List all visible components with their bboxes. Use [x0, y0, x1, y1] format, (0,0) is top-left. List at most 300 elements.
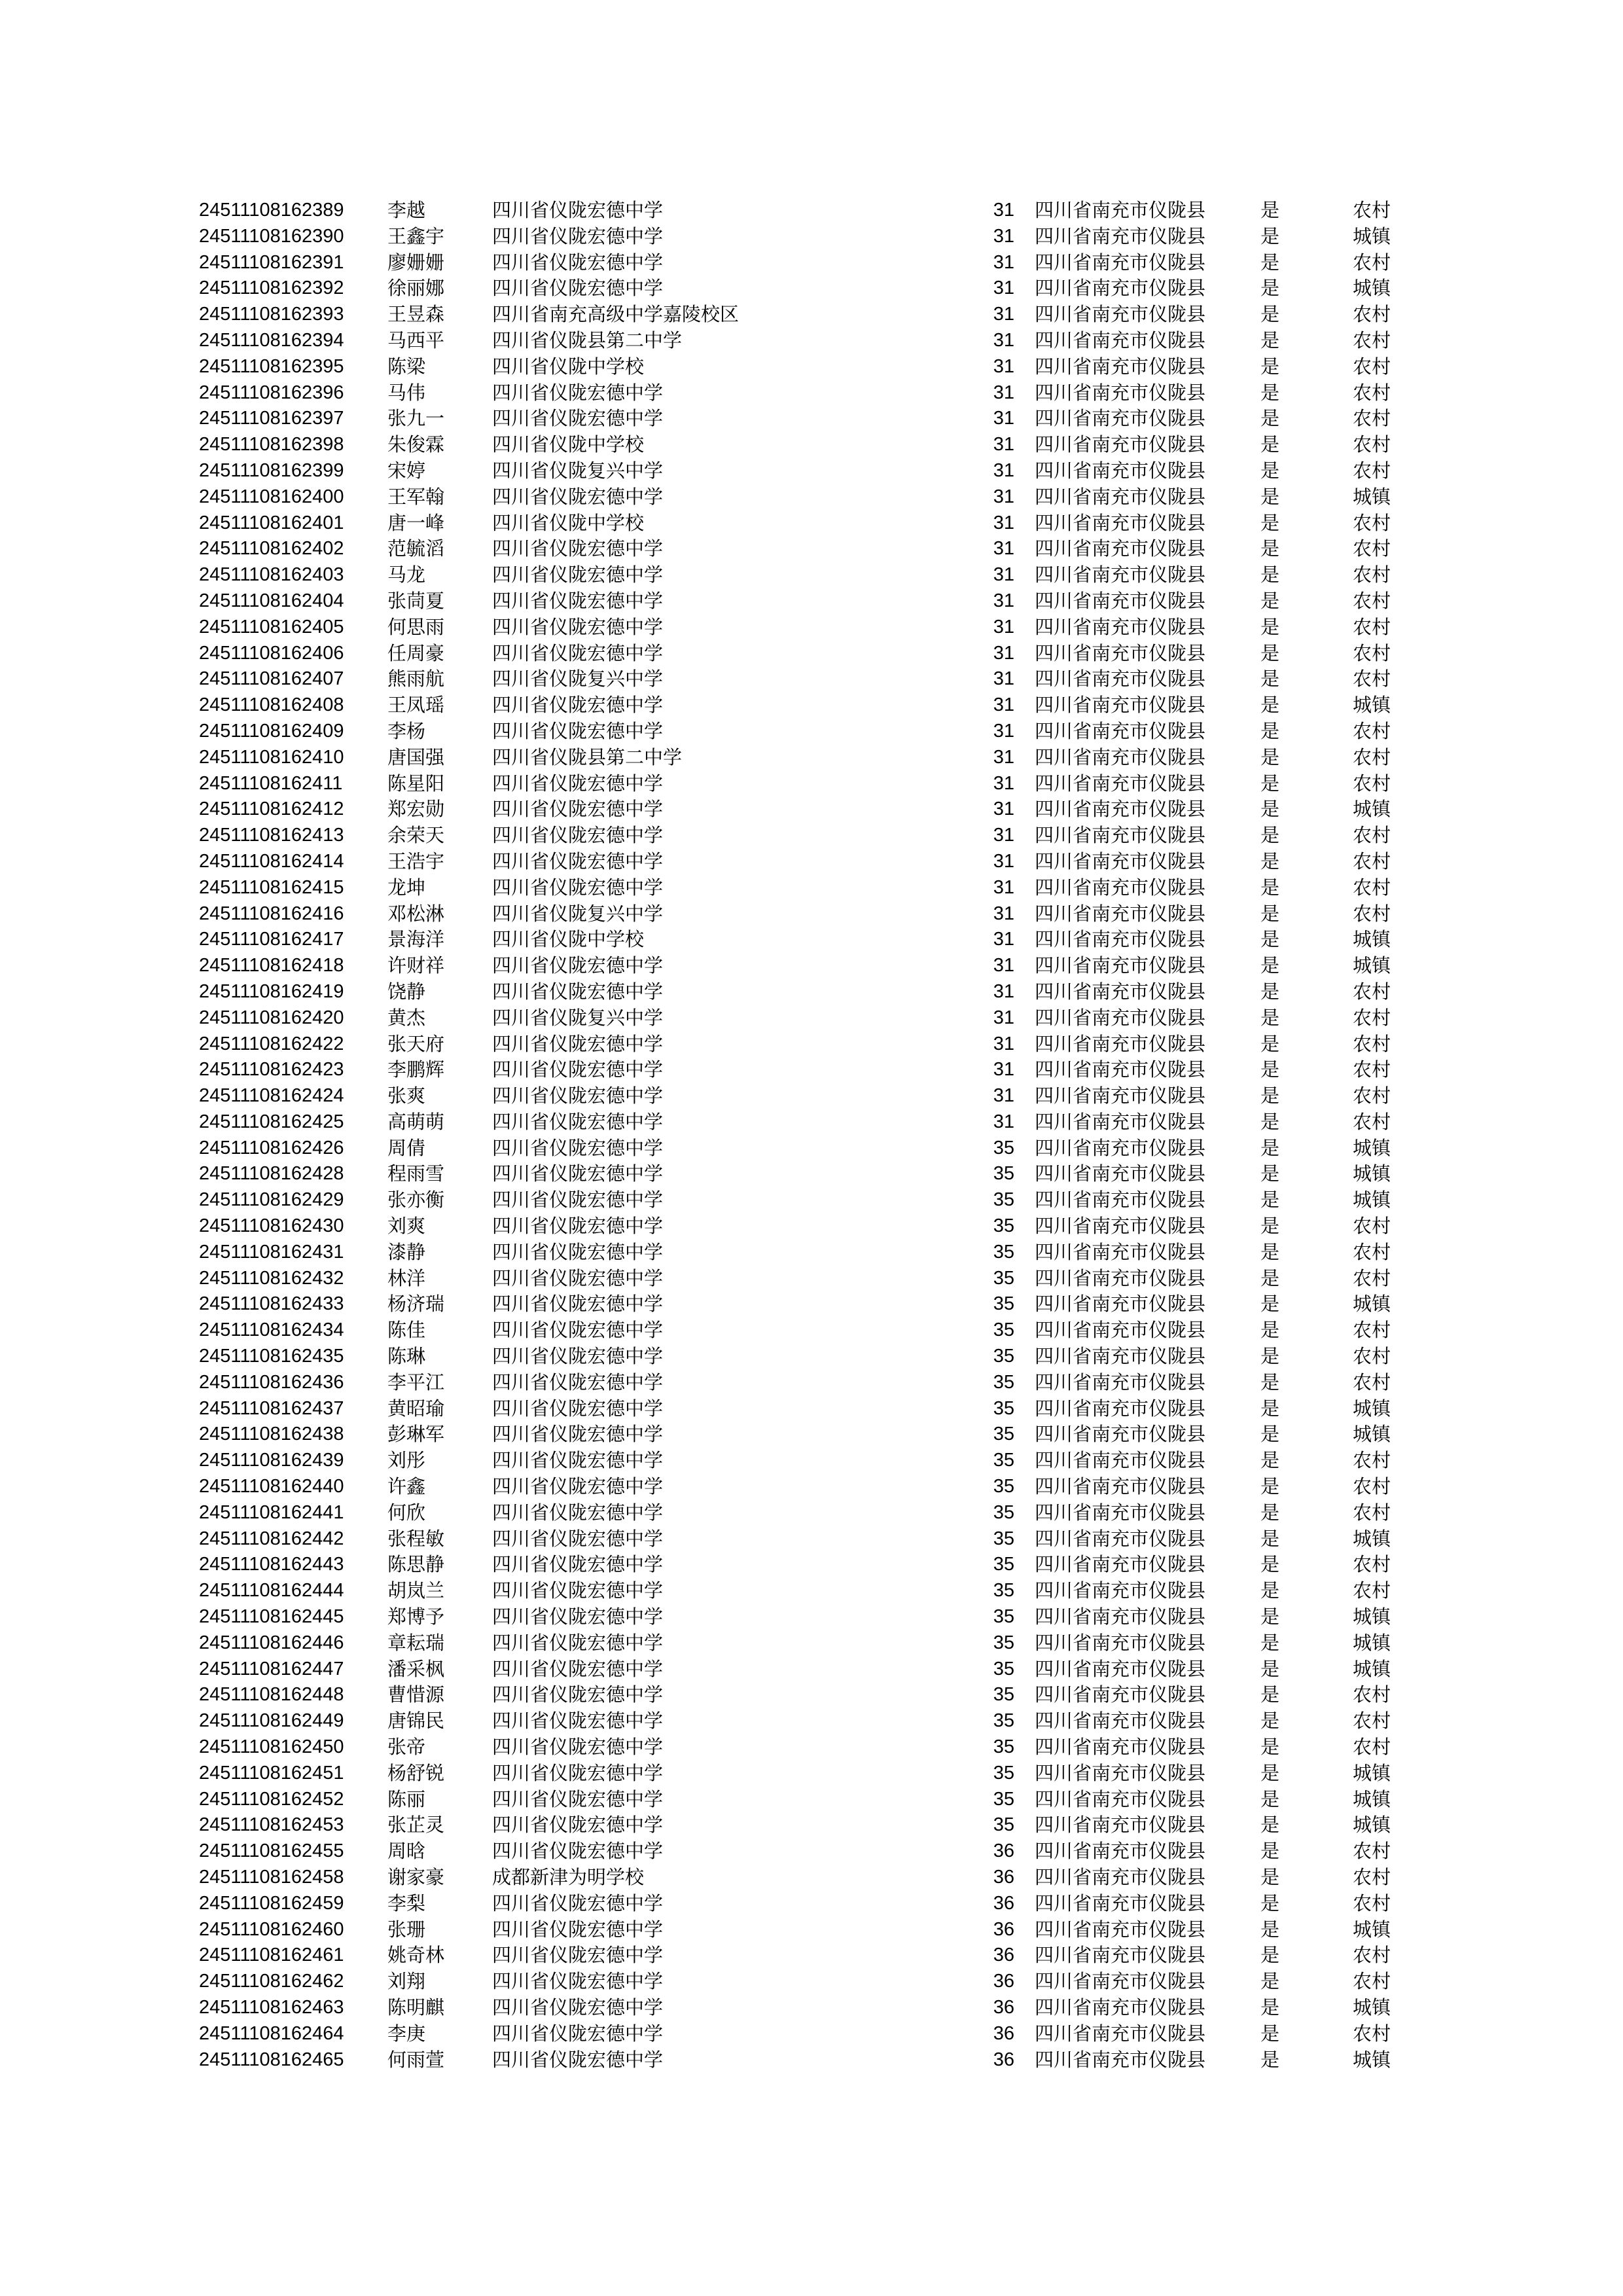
area-type-cell: 城镇	[1353, 224, 1391, 247]
region-cell: 四川省南充市仪陇县	[1035, 1970, 1206, 1993]
area-type-cell: 城镇	[1353, 1787, 1391, 1810]
area-type-cell: 农村	[1353, 537, 1391, 560]
exam-id-cell: 24511108162452	[199, 1788, 344, 1810]
student-name-cell: 徐丽娜	[387, 277, 445, 300]
student-name-cell: 张程敏	[387, 1527, 445, 1550]
student-name-cell: 李平江	[387, 1371, 445, 1393]
table-row	[0, 1005, 1623, 1031]
school-cell: 四川省南充高级中学嘉陵校区	[492, 303, 740, 326]
region-cell: 四川省南充市仪陇县	[1035, 1527, 1206, 1550]
score-cell: 31	[993, 382, 1014, 403]
area-type-cell: 城镇	[1353, 2048, 1391, 2071]
exam-id-cell: 24511108162448	[199, 1684, 344, 1706]
region-cell: 四川省南充市仪陇县	[1035, 1892, 1206, 1914]
exam-id-cell: 24511108162396	[199, 382, 344, 403]
student-name-cell: 张茼夏	[387, 589, 445, 612]
score-cell: 31	[993, 1111, 1014, 1132]
score-cell: 36	[993, 2049, 1014, 2070]
score-cell: 36	[993, 1971, 1014, 1992]
score-cell: 35	[993, 1580, 1014, 1602]
student-name-cell: 何雨萱	[387, 2048, 445, 2071]
area-type-cell: 农村	[1353, 1553, 1391, 1576]
area-type-cell: 城镇	[1353, 1423, 1391, 1446]
school-cell: 四川省仪陇宏德中学	[492, 824, 664, 847]
table-row	[0, 484, 1623, 511]
region-cell: 四川省南充市仪陇县	[1035, 1683, 1206, 1706]
flag-cell: 是	[1260, 1553, 1280, 1576]
region-cell: 四川省南充市仪陇县	[1035, 824, 1206, 847]
score-cell: 35	[993, 1215, 1014, 1237]
table-row	[0, 1943, 1623, 1969]
region-cell: 四川省南充市仪陇县	[1035, 615, 1206, 638]
school-cell: 四川省仪陇宏德中学	[492, 485, 664, 508]
student-name-cell: 黄昭瑜	[387, 1397, 445, 1420]
school-cell: 四川省仪陇宏德中学	[492, 1397, 664, 1420]
student-name-cell: 饶静	[387, 980, 426, 1003]
area-type-cell: 城镇	[1353, 1657, 1391, 1680]
table-row	[0, 979, 1623, 1005]
region-cell: 四川省南充市仪陇县	[1035, 1710, 1206, 1732]
exam-id-cell: 24511108162404	[199, 590, 344, 611]
region-cell: 四川省南充市仪陇县	[1035, 772, 1206, 795]
region-cell: 四川省南充市仪陇县	[1035, 1162, 1206, 1185]
table-row	[0, 1266, 1623, 1292]
table-row	[0, 224, 1623, 250]
school-cell: 四川省仪陇中学校	[492, 433, 645, 456]
school-cell: 四川省仪陇宏德中学	[492, 1319, 664, 1342]
flag-cell: 是	[1260, 1371, 1280, 1393]
exam-id-cell: 24511108162401	[199, 512, 344, 533]
score-cell: 31	[993, 304, 1014, 325]
area-type-cell: 农村	[1353, 1215, 1391, 1238]
school-cell: 四川省仪陇宏德中学	[492, 1058, 664, 1081]
area-type-cell: 城镇	[1353, 1631, 1391, 1654]
student-name-cell: 王凤瑶	[387, 694, 445, 717]
exam-id-cell: 24511108162453	[199, 1814, 344, 1836]
student-name-cell: 龙坤	[387, 876, 426, 899]
flag-cell: 是	[1260, 277, 1280, 300]
exam-id-cell: 24511108162449	[199, 1710, 344, 1732]
area-type-cell: 农村	[1353, 303, 1391, 326]
score-cell: 35	[993, 1528, 1014, 1549]
student-name-cell: 章耘瑞	[387, 1631, 445, 1654]
student-name-cell: 张帝	[387, 1736, 426, 1759]
score-cell: 31	[993, 903, 1014, 924]
table-row	[0, 1083, 1623, 1109]
flag-cell: 是	[1260, 1892, 1280, 1914]
region-cell: 四川省南充市仪陇县	[1035, 1085, 1206, 1107]
flag-cell: 是	[1260, 1814, 1280, 1837]
student-name-cell: 曹惜源	[387, 1683, 445, 1706]
score-cell: 31	[993, 720, 1014, 742]
student-name-cell: 任周豪	[387, 641, 445, 664]
table-row	[0, 458, 1623, 484]
exam-id-cell: 24511108162419	[199, 980, 344, 1002]
school-cell: 四川省仪陇复兴中学	[492, 668, 664, 691]
area-type-cell: 城镇	[1353, 1397, 1391, 1420]
table-row	[0, 1708, 1623, 1734]
flag-cell: 是	[1260, 2022, 1280, 2045]
exam-id-cell: 24511108162407	[199, 668, 344, 690]
student-name-cell: 许鑫	[387, 1475, 426, 1498]
student-name-cell: 郑博予	[387, 1605, 445, 1628]
table-row	[0, 797, 1623, 823]
table-row	[0, 1422, 1623, 1448]
area-type-cell: 农村	[1353, 772, 1391, 795]
table-row	[0, 1291, 1623, 1318]
area-type-cell: 城镇	[1353, 1189, 1391, 1211]
area-type-cell: 农村	[1353, 1266, 1391, 1289]
score-cell: 31	[993, 642, 1014, 664]
exam-id-cell: 24511108162389	[199, 200, 344, 221]
flag-cell: 是	[1260, 407, 1280, 430]
table-row	[0, 1057, 1623, 1083]
exam-id-cell: 24511108162444	[199, 1580, 344, 1602]
flag-cell: 是	[1260, 954, 1280, 977]
table-row	[0, 927, 1623, 953]
region-cell: 四川省南充市仪陇县	[1035, 433, 1206, 456]
flag-cell: 是	[1260, 459, 1280, 482]
table-row	[0, 588, 1623, 615]
school-cell: 四川省仪陇宏德中学	[492, 1736, 664, 1759]
score-cell: 31	[993, 590, 1014, 611]
table-row	[0, 354, 1623, 380]
region-cell: 四川省南充市仪陇县	[1035, 1814, 1206, 1837]
school-cell: 四川省仪陇宏德中学	[492, 224, 664, 247]
exam-id-cell: 24511108162445	[199, 1606, 344, 1628]
exam-id-cell: 24511108162393	[199, 304, 344, 325]
school-cell: 四川省仪陇宏德中学	[492, 1683, 664, 1706]
score-cell: 35	[993, 1397, 1014, 1419]
area-type-cell: 农村	[1353, 1449, 1391, 1472]
student-name-cell: 林洋	[387, 1266, 426, 1289]
exam-id-cell: 24511108162403	[199, 564, 344, 586]
exam-id-cell: 24511108162406	[199, 642, 344, 664]
school-cell: 四川省仪陇宏德中学	[492, 2048, 664, 2071]
table-row	[0, 1761, 1623, 1787]
exam-id-cell: 24511108162397	[199, 408, 344, 429]
table-row	[0, 1630, 1623, 1657]
score-cell: 31	[993, 1085, 1014, 1107]
school-cell: 四川省仪陇复兴中学	[492, 459, 664, 482]
school-cell: 四川省仪陇宏德中学	[492, 1371, 664, 1393]
area-type-cell: 农村	[1353, 1970, 1391, 1993]
area-type-cell: 农村	[1353, 745, 1391, 768]
flag-cell: 是	[1260, 1449, 1280, 1472]
region-cell: 四川省南充市仪陇县	[1035, 1136, 1206, 1159]
table-row	[0, 1917, 1623, 1943]
area-type-cell: 城镇	[1353, 1605, 1391, 1628]
score-cell: 35	[993, 1684, 1014, 1706]
region-cell: 四川省南充市仪陇县	[1035, 1475, 1206, 1498]
area-type-cell: 城镇	[1353, 694, 1391, 717]
exam-id-cell: 24511108162398	[199, 434, 344, 456]
table-row	[0, 1891, 1623, 1917]
student-name-cell: 黄杰	[387, 1006, 426, 1029]
student-name-cell: 刘彤	[387, 1449, 426, 1472]
score-cell: 35	[993, 1163, 1014, 1185]
area-type-cell: 城镇	[1353, 1136, 1391, 1159]
table-row	[0, 1109, 1623, 1136]
score-cell: 35	[993, 1241, 1014, 1263]
region-cell: 四川省南充市仪陇县	[1035, 199, 1206, 221]
school-cell: 四川省仪陇宏德中学	[492, 277, 664, 300]
table-row	[0, 536, 1623, 562]
table-row	[0, 1839, 1623, 1865]
school-cell: 四川省仪陇宏德中学	[492, 199, 664, 221]
score-cell: 31	[993, 825, 1014, 846]
exam-id-cell: 24511108162402	[199, 538, 344, 560]
region-cell: 四川省南充市仪陇县	[1035, 1449, 1206, 1472]
exam-id-cell: 24511108162422	[199, 1033, 344, 1054]
table-row	[0, 823, 1623, 849]
flag-cell: 是	[1260, 1736, 1280, 1759]
exam-id-cell: 24511108162429	[199, 1189, 344, 1211]
region-cell: 四川省南充市仪陇县	[1035, 668, 1206, 691]
area-type-cell: 城镇	[1353, 277, 1391, 300]
table-row	[0, 1969, 1623, 1995]
flag-cell: 是	[1260, 719, 1280, 742]
flag-cell: 是	[1260, 1475, 1280, 1498]
flag-cell: 是	[1260, 1787, 1280, 1810]
school-cell: 四川省仪陇宏德中学	[492, 1136, 664, 1159]
school-cell: 四川省仪陇宏德中学	[492, 1215, 664, 1238]
flag-cell: 是	[1260, 1136, 1280, 1159]
score-cell: 36	[993, 1996, 1014, 2018]
student-name-cell: 刘爽	[387, 1215, 426, 1238]
region-cell: 四川省南充市仪陇县	[1035, 1996, 1206, 2018]
region-cell: 四川省南充市仪陇县	[1035, 381, 1206, 404]
student-name-cell: 余荣天	[387, 824, 445, 847]
flag-cell: 是	[1260, 1032, 1280, 1055]
area-type-cell: 农村	[1353, 1475, 1391, 1498]
school-cell: 四川省仪陇宏德中学	[492, 537, 664, 560]
school-cell: 四川省仪陇宏德中学	[492, 1892, 664, 1914]
table-row	[0, 1031, 1623, 1058]
table-row	[0, 2021, 1623, 2047]
school-cell: 四川省仪陇宏德中学	[492, 1527, 664, 1550]
record-list	[0, 198, 1623, 2073]
school-cell: 四川省仪陇宏德中学	[492, 615, 664, 638]
student-name-cell: 彭琳军	[387, 1423, 445, 1446]
table-row	[0, 1187, 1623, 1213]
exam-id-cell: 24511108162390	[199, 225, 344, 247]
student-name-cell: 唐一峰	[387, 511, 445, 534]
school-cell: 四川省仪陇中学校	[492, 355, 645, 378]
area-type-cell: 农村	[1353, 902, 1391, 925]
table-row	[0, 406, 1623, 432]
table-row	[0, 1604, 1623, 1630]
region-cell: 四川省南充市仪陇县	[1035, 407, 1206, 430]
school-cell: 四川省仪陇宏德中学	[492, 1996, 664, 2018]
area-type-cell: 农村	[1353, 850, 1391, 872]
table-row	[0, 2047, 1623, 2073]
area-type-cell: 农村	[1353, 2022, 1391, 2045]
student-name-cell: 潘采枫	[387, 1657, 445, 1680]
score-cell: 31	[993, 1007, 1014, 1028]
area-type-cell: 农村	[1353, 980, 1391, 1003]
student-name-cell: 陈佳	[387, 1319, 426, 1342]
student-name-cell: 唐国强	[387, 745, 445, 768]
student-name-cell: 张天府	[387, 1032, 445, 1055]
exam-id-cell: 24511108162463	[199, 1996, 344, 2018]
exam-id-cell: 24511108162391	[199, 251, 344, 273]
flag-cell: 是	[1260, 511, 1280, 534]
area-type-cell: 农村	[1353, 251, 1391, 274]
flag-cell: 是	[1260, 1579, 1280, 1602]
flag-cell: 是	[1260, 641, 1280, 664]
table-row	[0, 1474, 1623, 1500]
area-type-cell: 农村	[1353, 668, 1391, 691]
score-cell: 35	[993, 1814, 1014, 1836]
area-type-cell: 城镇	[1353, 1814, 1391, 1837]
flag-cell: 是	[1260, 1527, 1280, 1550]
area-type-cell: 农村	[1353, 1006, 1391, 1029]
school-cell: 四川省仪陇宏德中学	[492, 251, 664, 274]
student-name-cell: 张爽	[387, 1085, 426, 1107]
flag-cell: 是	[1260, 876, 1280, 899]
exam-id-cell: 24511108162426	[199, 1137, 344, 1158]
flag-cell: 是	[1260, 1319, 1280, 1342]
flag-cell: 是	[1260, 1423, 1280, 1446]
table-row	[0, 302, 1623, 328]
school-cell: 四川省仪陇宏德中学	[492, 954, 664, 977]
flag-cell: 是	[1260, 1293, 1280, 1316]
table-row	[0, 1240, 1623, 1266]
score-cell: 31	[993, 1033, 1014, 1054]
region-cell: 四川省南充市仪陇县	[1035, 1944, 1206, 1967]
score-cell: 35	[993, 1736, 1014, 1758]
table-row	[0, 1734, 1623, 1761]
exam-id-cell: 24511108162458	[199, 1867, 344, 1888]
score-cell: 31	[993, 876, 1014, 898]
student-name-cell: 范毓滔	[387, 537, 445, 560]
school-cell: 四川省仪陇宏德中学	[492, 772, 664, 795]
region-cell: 四川省南充市仪陇县	[1035, 1918, 1206, 1941]
region-cell: 四川省南充市仪陇县	[1035, 224, 1206, 247]
flag-cell: 是	[1260, 433, 1280, 456]
school-cell: 四川省仪陇宏德中学	[492, 2022, 664, 2045]
score-cell: 35	[993, 1346, 1014, 1367]
table-row	[0, 1136, 1623, 1162]
flag-cell: 是	[1260, 1605, 1280, 1628]
score-cell: 31	[993, 225, 1014, 247]
student-name-cell: 陈丽	[387, 1787, 426, 1810]
exam-id-cell: 24511108162425	[199, 1111, 344, 1132]
area-type-cell: 农村	[1353, 1058, 1391, 1081]
student-name-cell: 杨济瑞	[387, 1293, 445, 1316]
table-row	[0, 1396, 1623, 1422]
student-name-cell: 熊雨航	[387, 668, 445, 691]
school-cell: 四川省仪陇宏德中学	[492, 1657, 664, 1680]
exam-id-cell: 24511108162409	[199, 720, 344, 742]
exam-id-cell: 24511108162411	[199, 772, 343, 794]
flag-cell: 是	[1260, 1657, 1280, 1680]
school-cell: 四川省仪陇宏德中学	[492, 876, 664, 899]
exam-id-cell: 24511108162394	[199, 329, 344, 351]
student-name-cell: 邓松淋	[387, 902, 445, 925]
exam-id-cell: 24511108162423	[199, 1059, 344, 1081]
area-type-cell: 农村	[1353, 589, 1391, 612]
table-row	[0, 771, 1623, 797]
exam-id-cell: 24511108162455	[199, 1840, 344, 1862]
exam-id-cell: 24511108162430	[199, 1215, 344, 1237]
student-name-cell: 王军翰	[387, 485, 445, 508]
student-name-cell: 马龙	[387, 564, 426, 586]
flag-cell: 是	[1260, 537, 1280, 560]
flag-cell: 是	[1260, 928, 1280, 951]
table-row	[0, 1161, 1623, 1187]
area-type-cell: 农村	[1353, 876, 1391, 899]
student-name-cell: 李杨	[387, 719, 426, 742]
area-type-cell: 农村	[1353, 564, 1391, 586]
area-type-cell: 农村	[1353, 1240, 1391, 1263]
exam-id-cell: 24511108162408	[199, 694, 344, 716]
table-row	[0, 1448, 1623, 1474]
area-type-cell: 农村	[1353, 1840, 1391, 1863]
score-cell: 31	[993, 355, 1014, 377]
school-cell: 四川省仪陇宏德中学	[492, 1918, 664, 1941]
table-row	[0, 1657, 1623, 1683]
student-name-cell: 廖姗姗	[387, 251, 445, 274]
score-cell: 35	[993, 1762, 1014, 1784]
score-cell: 36	[993, 1918, 1014, 1940]
table-row	[0, 1812, 1623, 1839]
flag-cell: 是	[1260, 1866, 1280, 1888]
student-name-cell: 张珊	[387, 1918, 426, 1941]
flag-cell: 是	[1260, 615, 1280, 638]
exam-id-cell: 24511108162462	[199, 1971, 344, 1992]
region-cell: 四川省南充市仪陇县	[1035, 1397, 1206, 1420]
score-cell: 31	[993, 668, 1014, 690]
exam-id-cell: 24511108162392	[199, 278, 344, 299]
score-cell: 31	[993, 329, 1014, 351]
student-name-cell: 王浩宇	[387, 850, 445, 872]
school-cell: 四川省仪陇宏德中学	[492, 1944, 664, 1967]
region-cell: 四川省南充市仪陇县	[1035, 511, 1206, 534]
exam-id-cell: 24511108162440	[199, 1476, 344, 1498]
flag-cell: 是	[1260, 224, 1280, 247]
flag-cell: 是	[1260, 251, 1280, 274]
flag-cell: 是	[1260, 303, 1280, 326]
area-type-cell: 城镇	[1353, 1918, 1391, 1941]
student-name-cell: 何思雨	[387, 615, 445, 638]
area-type-cell: 农村	[1353, 459, 1391, 482]
region-cell: 四川省南充市仪陇县	[1035, 1266, 1206, 1289]
school-cell: 四川省仪陇复兴中学	[492, 902, 664, 925]
region-cell: 四川省南充市仪陇县	[1035, 694, 1206, 717]
exam-id-cell: 24511108162433	[199, 1293, 344, 1315]
region-cell: 四川省南充市仪陇县	[1035, 1605, 1206, 1628]
school-cell: 四川省仪陇中学校	[492, 511, 645, 534]
area-type-cell: 农村	[1353, 615, 1391, 638]
region-cell: 四川省南充市仪陇县	[1035, 1501, 1206, 1524]
table-row	[0, 380, 1623, 406]
region-cell: 四川省南充市仪陇县	[1035, 277, 1206, 300]
flag-cell: 是	[1260, 1840, 1280, 1863]
school-cell: 四川省仪陇宏德中学	[492, 1266, 664, 1289]
school-cell: 四川省仪陇宏德中学	[492, 1162, 664, 1185]
exam-id-cell: 24511108162450	[199, 1736, 344, 1758]
area-type-cell: 农村	[1353, 355, 1391, 378]
flag-cell: 是	[1260, 1397, 1280, 1420]
area-type-cell: 农村	[1353, 1683, 1391, 1706]
area-type-cell: 农村	[1353, 381, 1391, 404]
score-cell: 31	[993, 694, 1014, 716]
exam-id-cell: 24511108162446	[199, 1632, 344, 1653]
table-row	[0, 250, 1623, 276]
area-type-cell: 城镇	[1353, 1527, 1391, 1550]
